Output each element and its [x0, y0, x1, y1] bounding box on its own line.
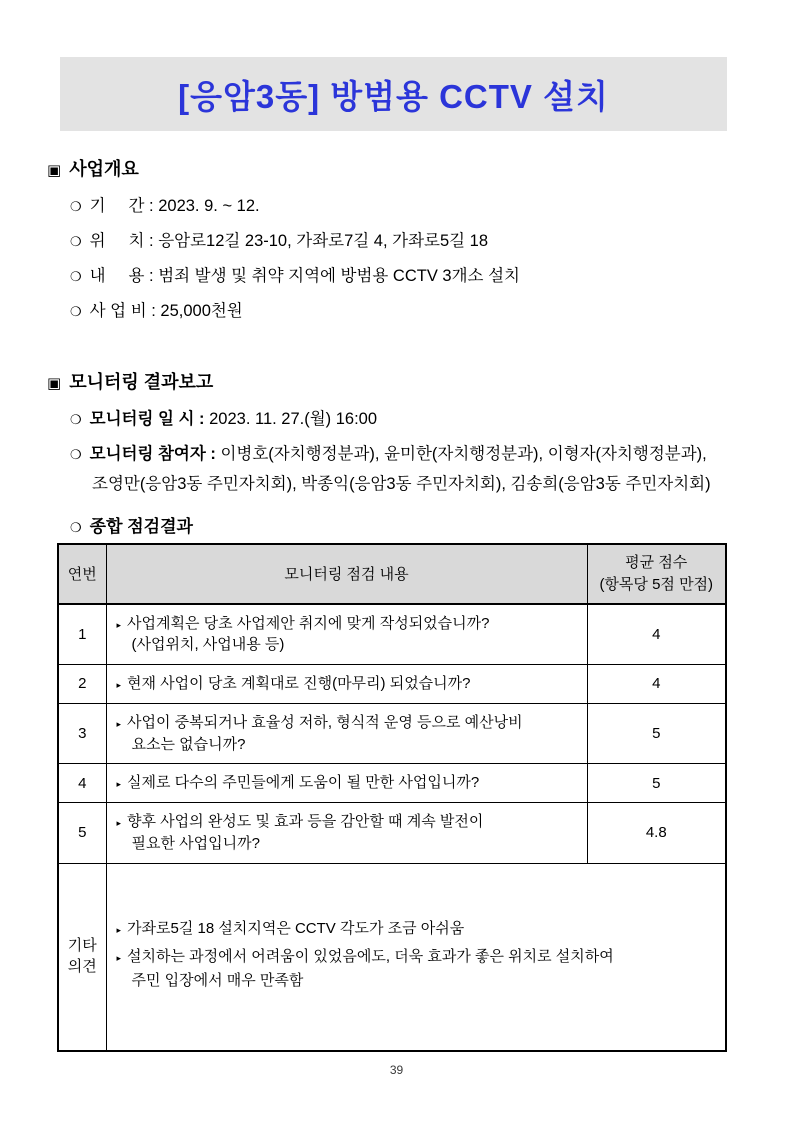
row-score: 5: [587, 764, 726, 803]
row-number: 2: [58, 665, 106, 704]
table-row: [58, 703, 726, 764]
hollow-circle-marker-icon: ❍: [70, 269, 82, 284]
item-value: 2023. 9. ~ 12.: [158, 197, 260, 215]
item-value: 응암로12길 23-10, 가좌로7길 4, 가좌로5길 18: [158, 232, 489, 250]
triangle-bullet-icon: ▸: [116, 818, 122, 828]
item-label: 내 용 :: [89, 267, 159, 285]
row-question-text: 사업계획은 당초 사업제안 취지에 맞게 작성되었습니까?: [127, 614, 490, 632]
item-label: 사 업 비 :: [89, 302, 161, 320]
etc-item-text: 가좌로5길 18 설치지역은 CCTV 각도가 조금 아쉬움: [127, 919, 465, 937]
item-label: 위 치 :: [89, 232, 159, 250]
section-overview: [0, 155, 793, 321]
etc-item-text: 설치하는 과정에서 어려움이 있었음에도, 더욱 효과가 좋은 위치로 설치하여: [127, 947, 614, 965]
section-heading-overview: [47, 155, 793, 181]
column-header-no: 연번: [58, 544, 106, 604]
etc-list-item: [117, 945, 720, 993]
page-number: 39: [389, 1063, 404, 1077]
triangle-bullet-icon: ▸: [116, 952, 122, 963]
row-score: 4: [587, 604, 726, 665]
hollow-circle-marker-icon: ❍: [70, 447, 82, 462]
row-question-subtext: 필요한 사업입니까?: [131, 834, 260, 852]
column-header-content: 모니터링 점검 내용: [106, 544, 587, 604]
monitoring-participants-line1: 이병호(자치행정분과), 윤미한(자치행정분과), 이형자(자치행정분과),: [220, 445, 707, 463]
hollow-circle-marker-icon: ❍: [70, 412, 82, 427]
row-question-text: 사업이 중복되거나 효율성 저하, 형식적 운영 등으로 예산낭비: [127, 713, 523, 731]
filled-square-marker-icon: ▣: [47, 162, 62, 179]
row-number: 4: [58, 764, 106, 803]
triangle-bullet-icon: ▸: [116, 718, 122, 729]
etc-list-item: [117, 917, 720, 941]
table-row: [58, 604, 726, 665]
list-item: [70, 262, 793, 286]
row-number: 3: [58, 703, 106, 764]
triangle-bullet-icon: ▸: [116, 680, 122, 690]
triangle-bullet-icon: ▸: [116, 924, 122, 935]
column-header-score-line1: 평균 점수: [625, 554, 688, 571]
etc-item-continuation: 주민 입장에서 매우 만족함: [131, 971, 304, 989]
row-question-subtext: 요소는 없습니까?: [131, 735, 246, 753]
row-question: [106, 764, 587, 803]
monitoring-datetime: [70, 405, 793, 429]
etc-label-line2: 의견: [67, 957, 97, 975]
item-value: 범죄 발생 및 취약 지역에 방범용 CCTV 3개소 설치: [158, 267, 520, 285]
row-score: 5: [587, 703, 726, 764]
row-question-subtext: (사업위치, 사업내용 등): [131, 636, 285, 654]
section-monitoring: [0, 368, 793, 537]
results-table-container: [57, 543, 727, 1052]
hollow-circle-marker-icon: ❍: [70, 199, 82, 214]
row-score: 4.8: [587, 803, 726, 864]
monitoring-participants-line2: 조영만(응암3동 주민자치회), 박종익(응암3동 주민자치회), 김송희(응암3동 주민자치회): [92, 475, 711, 493]
etc-label: [58, 863, 106, 1051]
row-question-text: 향후 사업의 완성도 및 효과 등을 감안할 때 계속 발전이: [127, 813, 484, 830]
row-number: 1: [58, 604, 106, 665]
etc-content: [106, 863, 726, 1051]
title-banner: [60, 57, 727, 131]
monitoring-datetime-value: 2023. 11. 27.(월) 16:00: [209, 410, 378, 428]
triangle-bullet-icon: ▸: [116, 779, 122, 790]
hollow-circle-marker-icon: ❍: [70, 304, 82, 319]
table-row: [58, 764, 726, 803]
etc-label-line1: 기타: [67, 937, 97, 955]
item-value: 25,000천원: [160, 302, 243, 320]
column-header-score: [587, 544, 726, 604]
hollow-circle-marker-icon: ❍: [70, 520, 82, 535]
page-title: [응암3동] 방범용 CCTV 설치: [178, 77, 609, 115]
table-row-etc: [58, 863, 726, 1051]
row-question-text: 현재 사업이 당초 계획대로 진행(마무리) 되었습니까?: [127, 675, 471, 692]
triangle-bullet-icon: ▸: [116, 619, 122, 630]
section-heading-monitoring: [47, 368, 793, 394]
item-label: 기 간 :: [89, 197, 159, 215]
row-question: [106, 665, 587, 704]
table-row: [58, 665, 726, 704]
hollow-circle-marker-icon: ❍: [70, 234, 82, 249]
column-header-score-line2: (항목당 5점 만점): [599, 575, 714, 593]
row-question: [106, 803, 587, 864]
row-question: [106, 703, 587, 764]
list-item: [70, 297, 793, 321]
row-number: 5: [58, 803, 106, 864]
filled-square-marker-icon: ▣: [47, 375, 62, 392]
monitoring-participants: [70, 440, 793, 464]
row-question: [106, 604, 587, 665]
table-row: [58, 803, 726, 864]
table-header-row: [58, 544, 726, 604]
result-heading-label: 종합 점검결과: [89, 517, 193, 536]
row-question-text: 실제로 다수의 주민들에게 도움이 될 만한 사업입니까?: [127, 774, 480, 792]
result-heading: [70, 512, 793, 537]
row-score: 4: [587, 665, 726, 704]
list-item: [70, 227, 793, 251]
results-table: [57, 543, 727, 1052]
section-heading-label: 사업개요: [69, 159, 139, 179]
monitoring-participants-label: 모니터링 참여자 :: [89, 445, 221, 463]
section-heading-label: 모니터링 결과보고: [69, 372, 214, 392]
monitoring-datetime-label: 모니터링 일 시 :: [89, 410, 210, 428]
list-item: [70, 192, 793, 216]
